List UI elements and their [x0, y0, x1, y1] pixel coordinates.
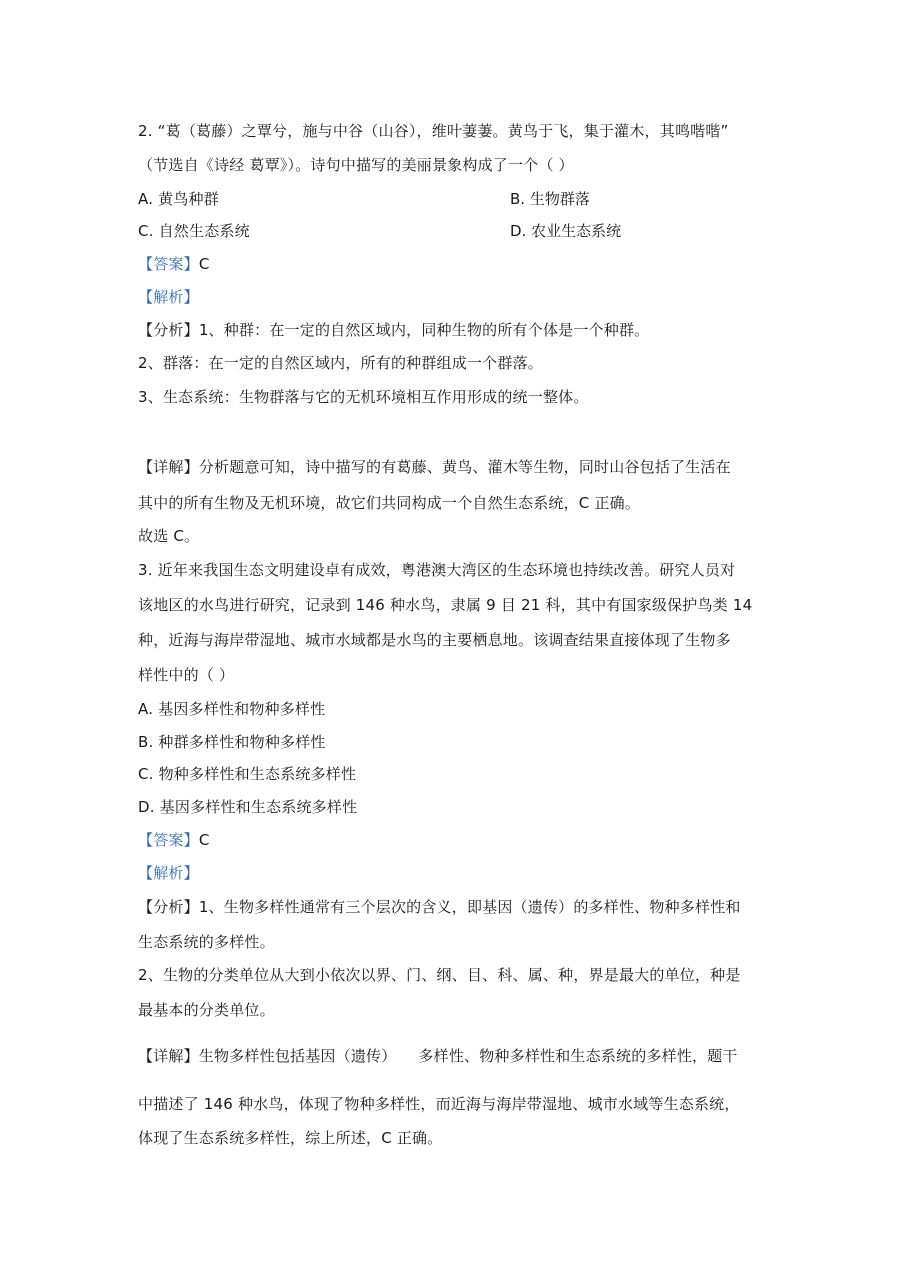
q2-analysis-tag: [138, 287, 199, 307]
detail-text: 分析题意可知，诗中描写的有葛藤、黄鸟、灌木等生物，同时山谷包括了生活在: [198, 458, 731, 476]
q3-option-a: A. 基因多样性和物种多样性: [138, 700, 326, 718]
q2-option-c: C. 自然生态系统: [138, 222, 250, 240]
detail-text-b: 多样性、物种多样性和生态系统的多样性，题干: [418, 1047, 738, 1065]
q2-detail-line-1: [138, 457, 731, 477]
q3-stem-line-4: 样性中的（ ）: [138, 666, 235, 684]
detail-tag: 【详解】: [138, 458, 199, 476]
detail-tag: 【详解】: [138, 1047, 199, 1065]
answer-tag: 【答案】: [138, 255, 199, 273]
q2-detail-line-2: 其中的所有生物及无机环境，故它们共同构成一个自然生态系统，C 正确。: [138, 494, 641, 512]
answer-value: C: [198, 831, 210, 849]
q3-detail-line-1: [138, 1046, 738, 1066]
q2-stem-line-2: （节选自《诗经 葛覃》）。诗句中描写的美丽景象构成了一个（ ）: [138, 156, 574, 174]
q3-analysis-line-2b: 最基本的分类单位。: [138, 1001, 275, 1019]
q3-detail-line-2: 中描述了 146 种水鸟，体现了物种多样性，而近海与海岸带湿地、城市水域等生态系统，: [138, 1095, 740, 1113]
answer-value: C: [198, 255, 210, 273]
q2-option-d: D. 农业生态系统: [510, 222, 622, 240]
q2-conclusion: 故选 C。: [138, 527, 200, 545]
q3-detail-line-3: 体现了生态系统多样性，综上所述，C 正确。: [138, 1129, 443, 1147]
analysis-tag: 【解析】: [138, 288, 199, 306]
q3-option-c: C. 物种多样性和生态系统多样性: [138, 765, 357, 783]
analysis-head-tag: 【分析】: [138, 898, 199, 916]
detail-text-a: 生物多样性包括基因（遗传）: [198, 1047, 397, 1065]
q3-answer: [138, 830, 210, 850]
q3-option-b: B. 种群多样性和物种多样性: [138, 733, 326, 751]
q3-stem-line-2: 该地区的水鸟进行研究，记录到 146 种水鸟，隶属 9 目 21 科，其中有国家级保护鸟类 14: [138, 596, 753, 614]
analysis-tag: 【解析】: [138, 864, 199, 882]
q3-analysis-line-2: 2、生物的分类单位从大到小依次以界、门、纲、目、科、属、种，界是最大的单位，种是: [138, 966, 741, 984]
analysis-text: 1、种群：在一定的自然区域内，同种生物的所有个体是一个种群。: [198, 321, 650, 339]
q2-stem-line-1: 2. “葛（葛藤）之覃兮，施与中谷（山谷），维叶萋萋。黄鸟于飞，集于灌木，其鸣喈喈”: [138, 122, 729, 140]
q3-analysis-tag: [138, 863, 199, 883]
q3-option-d: D. 基因多样性和生态系统多样性: [138, 798, 358, 816]
q2-analysis-line-3: 3、生态系统：生物群落与它的无机环境相互作用形成的统一整体。: [138, 388, 589, 406]
analysis-head-tag: 【分析】: [138, 321, 199, 339]
analysis-text: 1、生物多样性通常有三个层次的含义，即基因（遗传）的多样性、物种多样性和: [198, 898, 741, 916]
q2-option-b: B. 生物群落: [510, 190, 590, 208]
q3-analysis-line-1: [138, 897, 741, 917]
q2-option-a: A. 黄鸟种群: [138, 190, 219, 208]
q2-answer: [138, 254, 210, 274]
q2-analysis-line-1: [138, 320, 649, 340]
q3-stem-line-1: 3. 近年来我国生态文明建设卓有成效，粤港澳大湾区的生态环境也持续改善。研究人员对: [138, 561, 736, 579]
q3-analysis-line-1b: 生态系统的多样性。: [138, 933, 275, 951]
q2-analysis-line-2: 2、群落：在一定的自然区域内，所有的种群组成一个群落。: [138, 354, 543, 372]
q3-stem-line-3: 种，近海与海岸带湿地、城市水域都是水鸟的主要栖息地。该调查结果直接体现了生物多: [138, 631, 731, 649]
answer-tag: 【答案】: [138, 831, 199, 849]
